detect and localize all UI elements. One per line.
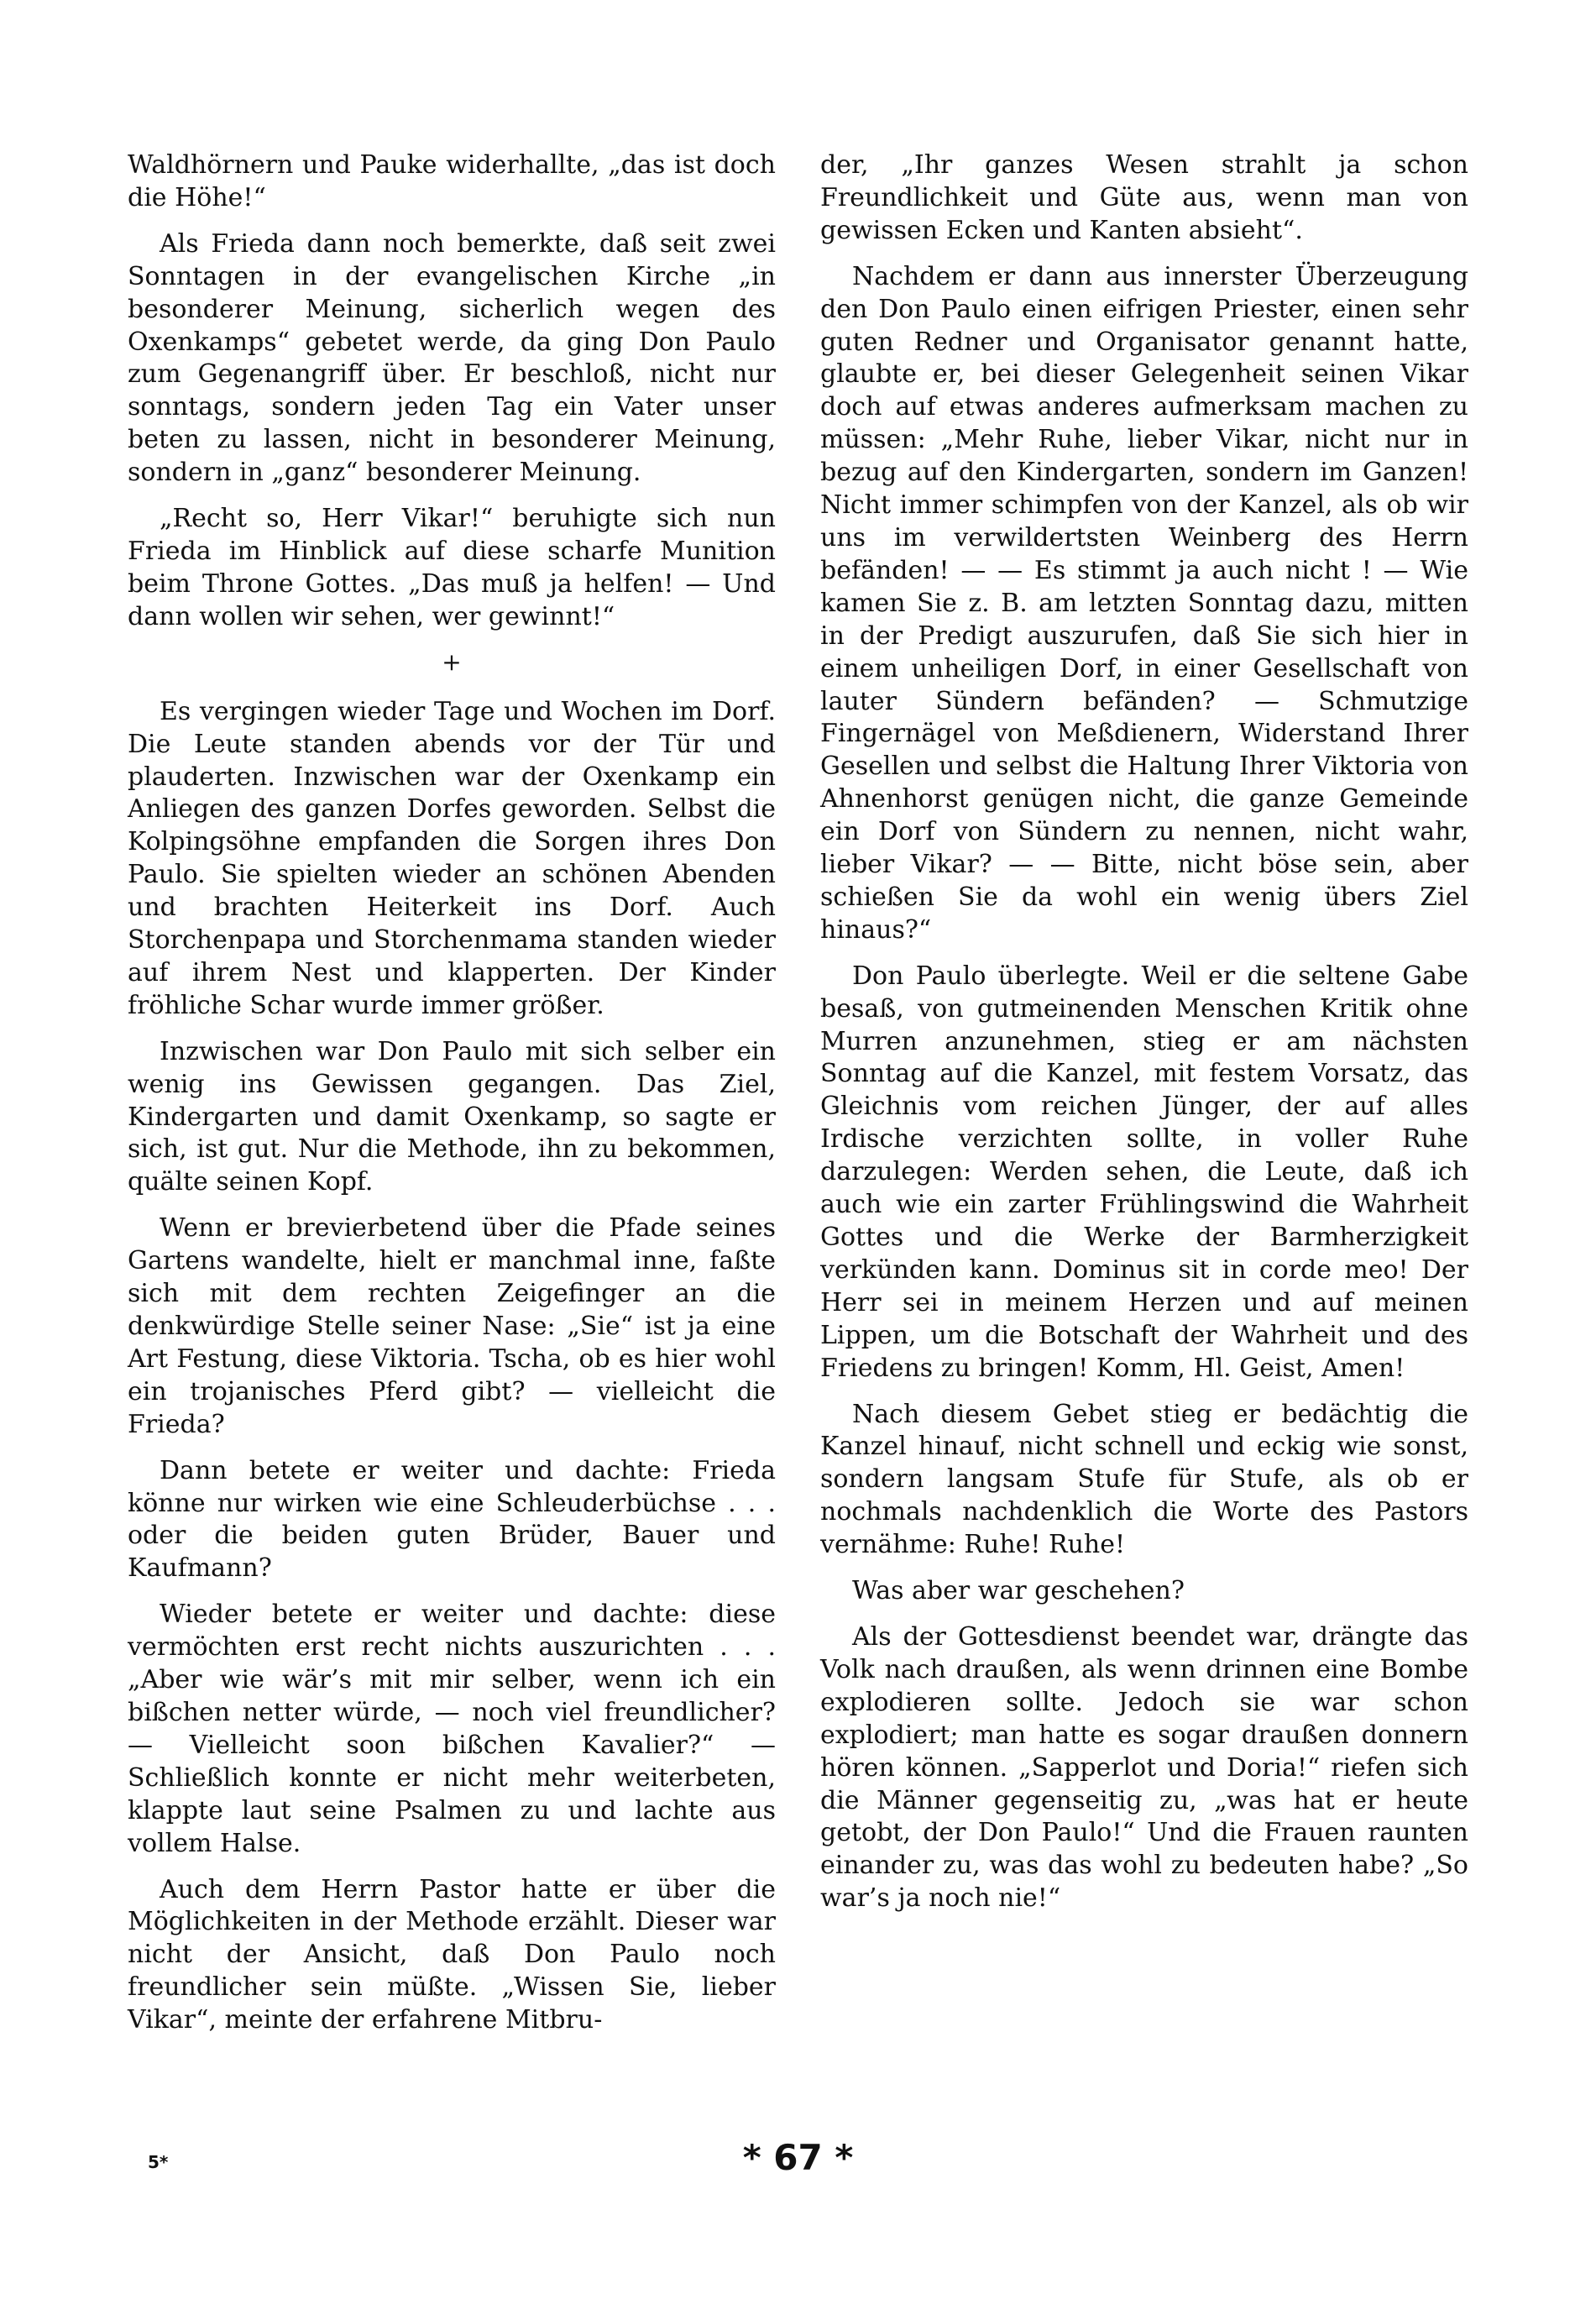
signature-mark: 5*: [148, 2152, 169, 2172]
paragraph: Inzwischen war Don Paulo mit sich selber ein wenig ins Gewissen gegangen. Das Ziel, Kindergarten und damit Oxenkamp, so sagte er sich, ist gut. Nur die Methode, ihn zu bekommen, quälte seinen Kopf.: [128, 1036, 776, 1197]
paragraph: Als der Gottesdienst beendet war, drängte das Volk nach draußen, als wenn drinnen eine Bombe explodieren sollte. Jedoch sie war schon explodiert; man hatte es sogar draußen donnern hören können. „Sapperlot und Doria!“ riefen sich die Männer gegenseitig zu, „was hat er heute getobt, der Don Paulo!“ Und die Frauen raunten einander zu, was das wohl zu bedeuten habe? „So war’s ja noch nie!“: [820, 1621, 1468, 1914]
paragraph: Don Paulo überlegte. Weil er die seltene Gabe besaß, von gutmeinenden Menschen Kritik ohne Murren anzunehmen, stieg er am nächsten Sonntag auf die Kanzel, mit festem Vorsatz, das Gleichnis vom reichen Jünger, der auf alles Irdische verzichten sollte, in voller Ruhe darzulegen: Werden sehen, die Leute, daß ich auch wie ein zarter Frühlingswind die Wahrheit Gottes und die Werke der Barmherzigkeit verkünden kann. Dominus sit in corde meo! Der Herr sei in meinem Herzen und auf meinen Lippen, um die Botschaft der Wahrheit und des Friedens zu bringen! Komm, Hl. Geist, Amen!: [820, 961, 1468, 1383]
paragraph: „Recht so, Herr Vikar!“ beruhigte sich nun Frieda im Hinblick auf diese scharfe Munition beim Throne Gottes. „Das muß ja helfen! — Und dann wollen wir sehen, wer gewinnt!“: [128, 504, 776, 631]
right-column: [820, 149, 1468, 1929]
paragraph: Was aber war geschehen?: [852, 1576, 1185, 1606]
paragraph: Waldhörnern und Pauke widerhallte, „das ist doch die Höhe!“: [128, 150, 776, 212]
paragraph: Nach diesem Gebet stieg er bedächtig die Kanzel hinauf, nicht schnell und eckig wie sonst, sondern langsam Stufe für Stufe, als ob er nochmals nachdenklich die Worte des Pastors vernähme: Ruhe! Ruhe!: [820, 1399, 1468, 1560]
paragraph: Es vergingen wieder Tage und Wochen im Dorf. Die Leute standen abends vor der Tür und plauderten. Inzwischen war der Oxenkamp ein Anliegen des ganzen Dorfes geworden. Selbst die Kolpingsöhne empfanden die Sorgen ihres Don Paulo. Sie spielten wieder an schönen Abenden und brachten Heiterkeit ins Dorf. Auch Storchenpapa und Storchenmama standen wieder auf ihrem Nest und klapperten. Der Kinder fröhliche Schar wurde immer größer.: [128, 696, 776, 1020]
paragraph: Auch dem Herrn Pastor hatte er über die Möglichkeiten in der Methode erzählt. Dieser war nicht der Ansicht, daß Don Paulo noch freundlicher sein müßte. „Wissen Sie, lieber Vikar“, meinte der erfahrene Mitbru-: [128, 1874, 776, 2035]
paragraph: Wieder betete er weiter und dachte: diese vermöchten erst recht nichts auszurichten . . . „Aber wie wär’s mit mir selber, wenn ich ein bißchen netter würde, — noch viel freundlicher? — Vielleicht soon bißchen Kavalier?“ — Schließlich konnte er nicht mehr weiterbeten, klappte laut seine Psalmen zu und lachte aus vollem Halse.: [128, 1600, 776, 1858]
paragraph: der, „Ihr ganzes Wesen strahlt ja schon Freundlichkeit und Güte aus, wenn man von gewissen Ecken und Kanten absieht“.: [820, 150, 1468, 245]
paragraph: Dann betete er weiter und dachte: Frieda könne nur wirken wie eine Schleuderbüchse . . . oder die beiden guten Brüder, Bauer und Kaufmann?: [128, 1455, 776, 1584]
paragraph: Nachdem er dann aus innerster Überzeugung den Don Paulo einen eifrigen Priester, einen sehr guten Redner und Organisator genannt hatte, glaubte er, bei dieser Gelegenheit seinen Vikar doch auf etwas anderes aufmerksam machen zu müssen: „Mehr Ruhe, lieber Vikar, nicht nur in bezug auf den Kindergarten, sondern im Ganzen! Nicht immer schimpfen von der Kanzel, als ob wir uns im verwildertsten Weinberg des Herrn befänden! — — Es stimmt ja auch nicht ! — Wie kamen Sie z. B. am letzten Sonntag dazu, mitten in der Predigt auszurufen, daß Sie sich hier in einem unheiligen Dorf, in einer Gesellschaft von lauter Sündern befänden? — Schmutzige Fingernägel von Meßdienern, Widerstand Ihrer Gesellen und selbst die Haltung Ihrer Viktoria von Ahnenhorst genügen nicht, die ganze Gemeinde ein Dorf von Sündern zu nennen, nicht wahr, lieber Vikar? — — Bitte, nicht böse sein, aber schießen Sie da wohl ein wenig übers Ziel hinaus?“: [820, 261, 1468, 945]
paragraph: Wenn er brevierbetend über die Pfade seines Gartens wandelte, hielt er manchmal inne, faßte sich mit dem rechten Zeigefinger an die denkwürdige Stelle seiner Nase: „Sie“ ist ja eine Art Festung, diese Viktoria. Tscha, ob es hier wohl ein trojanisches Pferd gibt? — vielleicht die Frieda?: [128, 1213, 776, 1439]
section-separator: +: [442, 647, 462, 676]
paragraph: Als Frieda dann noch bemerkte, daß seit zwei Sonntagen in der evangelischen Kirche „in besonderer Meinung, sicherlich wegen des Oxenkamps“ gebetet werde, da ging Don Paulo zum Gegenangriff über. Er beschloß, nicht nur sonntags, sondern jeden Tag ein Vater unser beten zu lassen, nicht in besonderer Meinung, sondern in „ganz“ besonderer Meinung.: [128, 228, 776, 488]
left-column: [128, 149, 776, 2050]
page-number: * 67 *: [742, 2137, 854, 2178]
